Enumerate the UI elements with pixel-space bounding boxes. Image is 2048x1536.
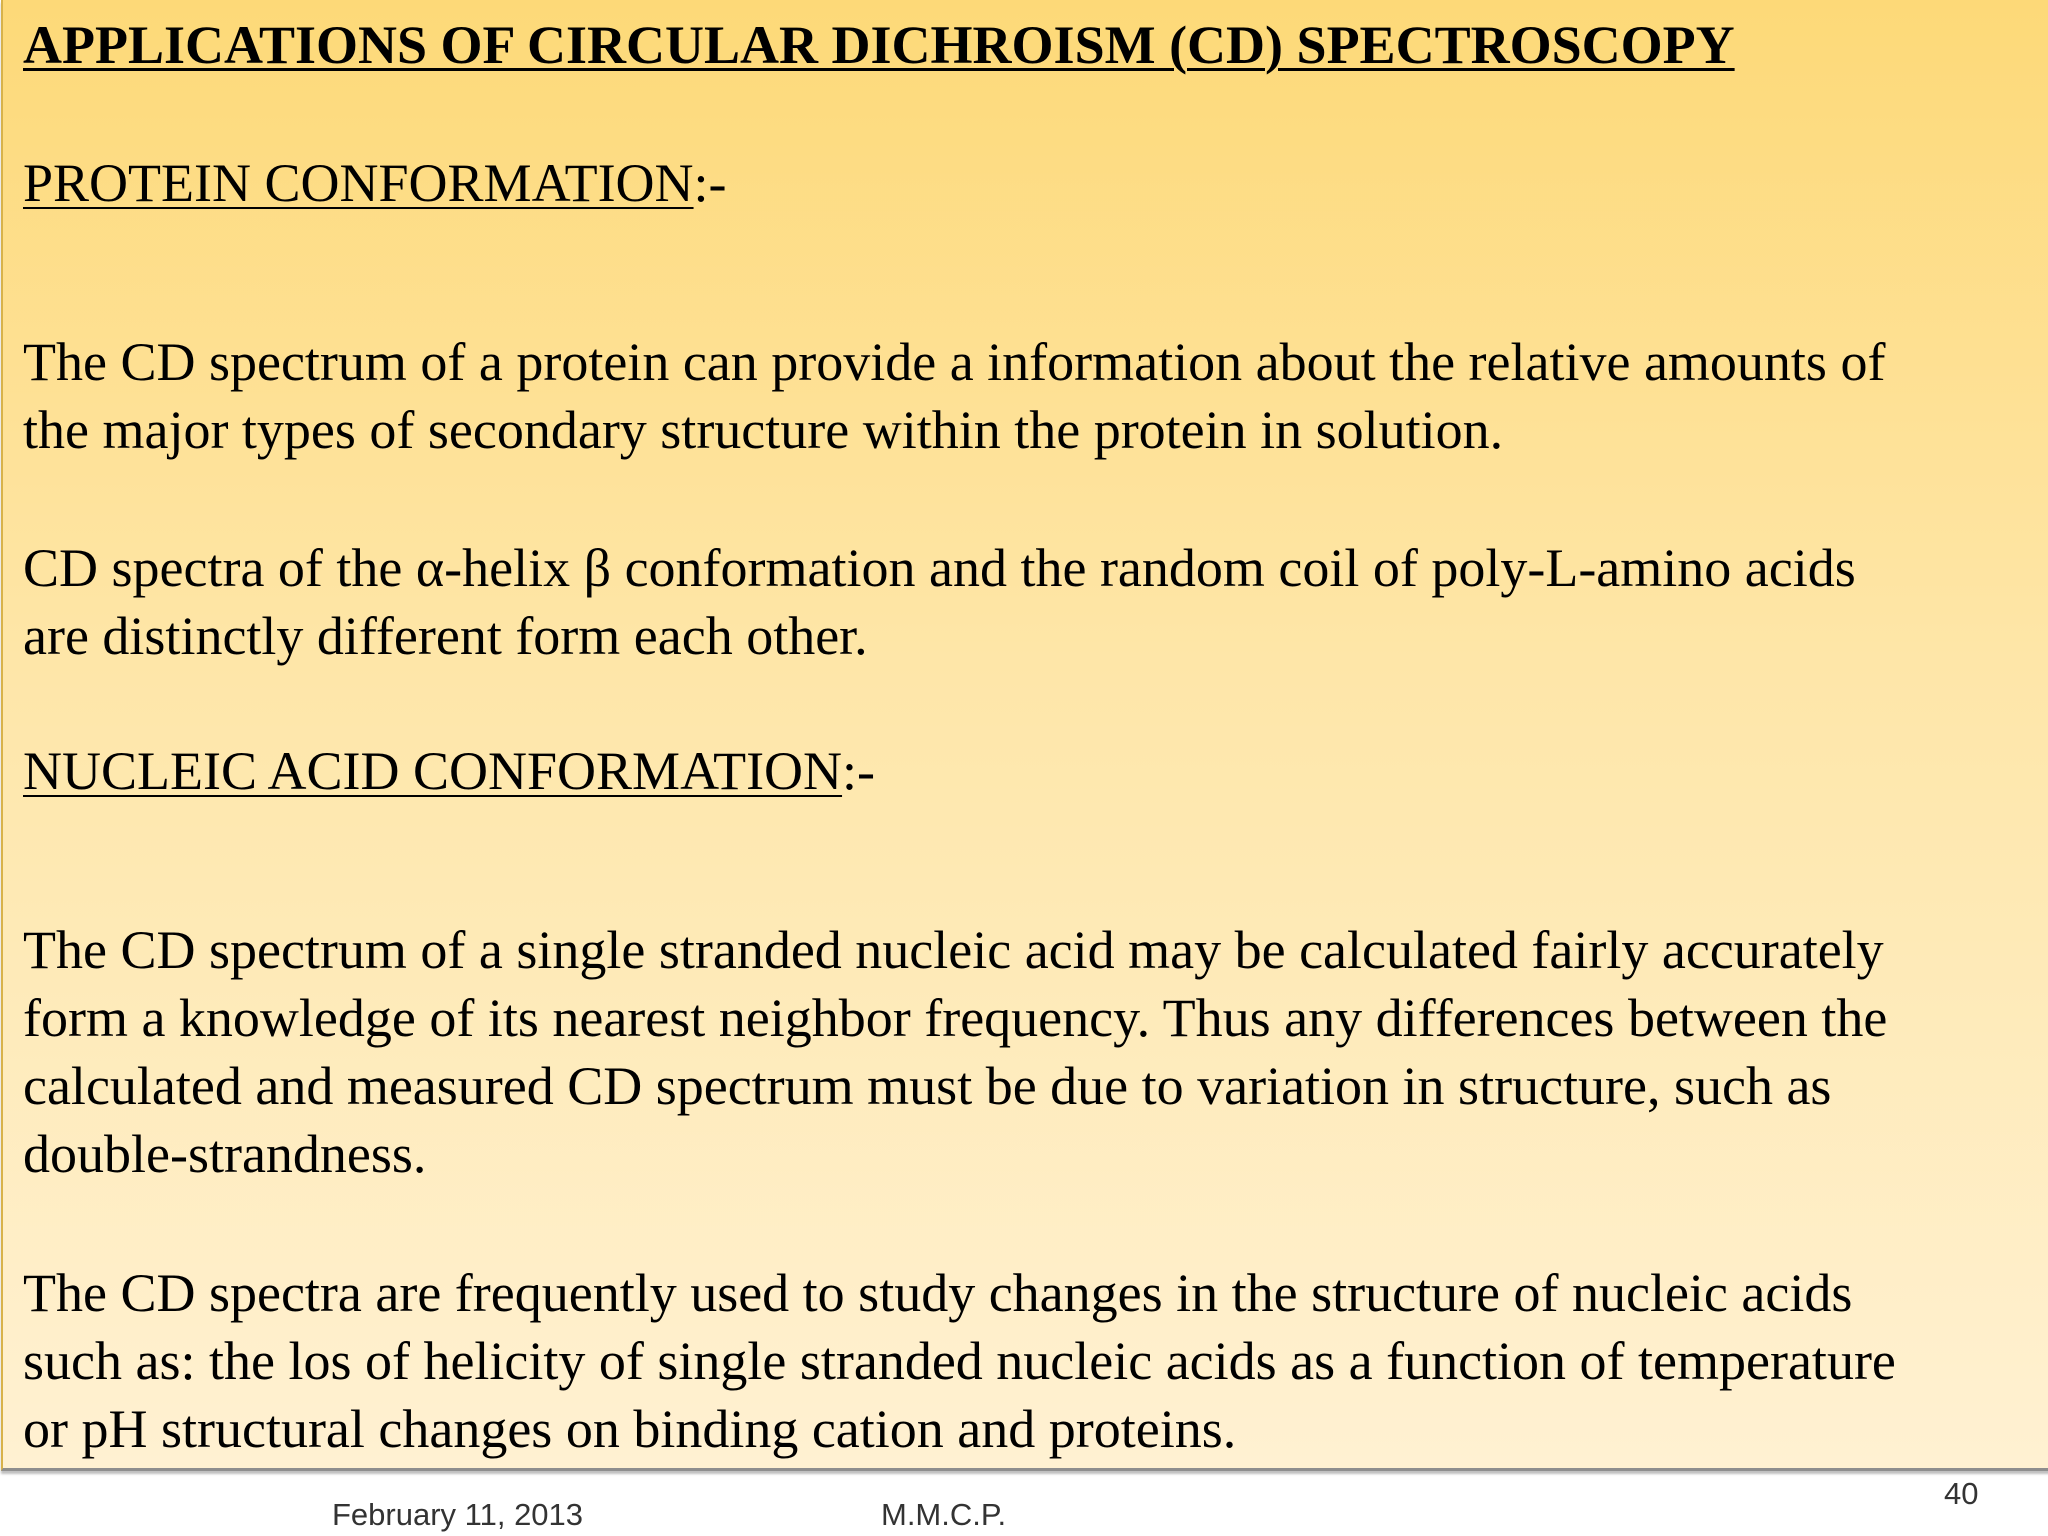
paragraph-line: The CD spectrum of a protein can provide a information about the relative amounts of: [23, 332, 1886, 392]
paragraph-line: such as: the los of helicity of single stranded nucleic acids as a function of temperature: [23, 1331, 1896, 1391]
slide-title: APPLICATIONS OF CIRCULAR DICHROISM (CD) SPECTROSCOPY: [23, 15, 1735, 75]
paragraph-line: The CD spectrum of a single stranded nucleic acid may be calculated fairly accurately: [23, 920, 1884, 980]
paragraph-line: are distinctly different form each other.: [23, 606, 868, 666]
paragraph-line: or pH structural changes on binding cation and proteins.: [23, 1399, 1237, 1459]
heading-text: PROTEIN CONFORMATION: [23, 153, 694, 213]
paragraph-nucleic-changes: [23, 1259, 2033, 1463]
section-heading-protein: [23, 152, 727, 214]
paragraph-line: calculated and measured CD spectrum must be due to variation in structure, such as: [23, 1056, 1832, 1116]
page-number: 40: [1944, 1476, 1979, 1511]
section-heading-nucleic-acid: [23, 740, 875, 802]
paragraph-line: The CD spectra are frequently used to study changes in the structure of nucleic acids: [23, 1263, 1853, 1323]
paragraph-line: CD spectra of the α-helix β conformation and the random coil of poly-L-amino acids: [23, 538, 1856, 598]
heading-suffix: :-: [842, 741, 876, 801]
heading-suffix: :-: [693, 153, 727, 213]
paragraph-protein-spectra: [23, 534, 2033, 670]
heading-text: NUCLEIC ACID CONFORMATION: [23, 741, 843, 801]
footer-date: February 11, 2013: [332, 1497, 584, 1532]
content-panel: [1, 0, 2048, 1471]
paragraph-line: the major types of secondary structure within the protein in solution.: [23, 400, 1504, 460]
paragraph-line: double-strandness.: [23, 1124, 427, 1184]
paragraph-nucleic-single-strand: [23, 916, 2033, 1188]
footer-author: M.M.C.P.: [881, 1497, 1007, 1532]
paragraph-protein-structure: [23, 328, 2033, 464]
paragraph-line: form a knowledge of its nearest neighbor frequency. Thus any differences between the: [23, 988, 1888, 1048]
